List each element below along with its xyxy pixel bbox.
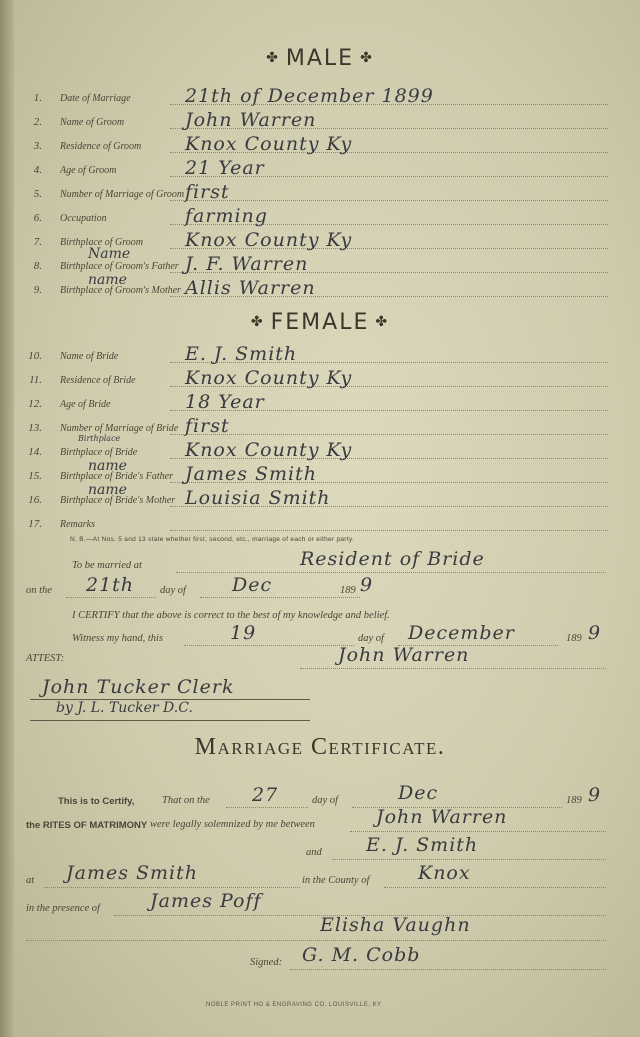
field-label: Date of Marriage (60, 93, 131, 104)
cert-party2-rule (332, 859, 606, 860)
male-field-row (20, 132, 612, 156)
attest-rule-1 (30, 699, 310, 700)
ornament-icon: ✤ (250, 314, 265, 330)
field-value: E. J. Smith (185, 343, 298, 365)
field-rule (170, 530, 608, 531)
field-value: 18 Year (185, 391, 265, 413)
field-label: Birthplace of Bride's Mother (60, 495, 176, 506)
page-binding-edge (0, 0, 14, 1037)
field-value: 21 Year (185, 157, 265, 179)
cert-day-of-label: day of (312, 795, 338, 806)
female-field-row (20, 366, 612, 390)
married-day-of-label: day of (160, 585, 186, 596)
ornament-icon: ✤ (360, 50, 374, 66)
field-value: farming (185, 205, 268, 227)
certify-statement: I CERTIFY that the above is correct to the best of my knowledge and belief. (72, 610, 390, 621)
ornament-icon: ✤ (375, 314, 390, 330)
married-at-place: Resident of Bride (300, 548, 485, 570)
officiant-signature: G. M. Cobb (302, 944, 421, 966)
field-value: first (185, 415, 230, 437)
married-at-label: To be married at (72, 560, 142, 571)
field-number: 7. (33, 236, 42, 248)
cert-witness-1: James Poff (150, 890, 262, 912)
groom-signature-rule (300, 668, 606, 669)
correction-row9: name (88, 272, 127, 288)
married-year-prefix: 189 (340, 585, 356, 596)
field-number: 9. (33, 284, 42, 296)
cert-party1-rule (350, 831, 606, 832)
field-number: 17. (28, 518, 42, 530)
field-number: 11. (29, 374, 42, 386)
field-label: Birthplace of Groom (60, 237, 143, 248)
married-month-rule (200, 597, 360, 598)
field-label: Number of Marriage of Groom (60, 189, 185, 200)
witness-day-rule (184, 645, 354, 646)
cert-signature-rule (290, 969, 606, 970)
field-value: Allis Warren (185, 277, 316, 299)
witness-day-of-label: day of (358, 633, 384, 644)
cert-county: Knox (418, 862, 471, 884)
witness-year-digit: 9 (588, 622, 602, 644)
correction-row14: Birthplace (78, 434, 121, 443)
male-field-row (20, 108, 612, 132)
female-heading-text: FEMALE (270, 310, 370, 335)
field-number: 16. (28, 494, 42, 506)
cert-county-rule (384, 887, 606, 888)
male-field-row (20, 156, 612, 180)
field-label: Birthplace of Bride's Father (60, 471, 173, 482)
correction-row8: Name (88, 246, 131, 262)
cert-year-digit: 9 (588, 784, 602, 806)
male-field-row (20, 180, 612, 204)
witness-year-prefix: 189 (566, 633, 582, 644)
field-value: Louisia Smith (185, 487, 331, 509)
witness-label: Witness my hand, this (72, 633, 163, 644)
married-month: Dec (232, 574, 273, 596)
female-field-row (20, 390, 612, 414)
cert-county-label: in the County of (302, 875, 370, 886)
field-label: Residence of Groom (60, 141, 142, 152)
printer-imprint: NOBLE PRINT HO & ENGRAVING CO. LOUISVILLE, KY (206, 1002, 382, 1008)
field-label: Residence of Bride (60, 375, 136, 386)
field-label: Birthplace of Bride (60, 447, 138, 458)
field-number: 4. (33, 164, 42, 176)
cert-rites-label: the RITES OF MATRIMONY (26, 820, 148, 831)
certificate-title: Marriage Certificate. (194, 734, 446, 760)
instruction-note: N. B.—At Nos. 5 and 13 state whether first, second, etc., marriage of each or either party. (70, 536, 355, 543)
field-number: 3. (33, 140, 42, 152)
field-label: Birthplace of Groom's Father (60, 261, 179, 272)
field-number: 13. (28, 422, 42, 434)
field-label: Name of Bride (60, 351, 119, 362)
cert-month: Dec (398, 782, 439, 804)
correction-row15: name (88, 458, 127, 474)
field-value: J. F. Warren (185, 253, 309, 275)
field-value: Knox County Ky (185, 367, 353, 389)
attest-deputy-signature: by J. L. Tucker D.C. (56, 700, 193, 716)
cert-presence-rule-2 (26, 940, 606, 941)
field-number: 8. (33, 260, 42, 272)
field-rule (170, 434, 608, 435)
married-on-day: 21th (86, 574, 135, 596)
field-value: Knox County Ky (185, 439, 353, 461)
cert-party1: John Warren (376, 806, 508, 828)
witness-month: December (408, 622, 515, 644)
witness-day: 19 (230, 622, 257, 644)
attest-rule-2 (30, 720, 310, 721)
on-the-label: on the (26, 585, 52, 596)
female-heading (0, 310, 640, 335)
groom-signature: John Warren (338, 644, 470, 666)
field-number: 1. (33, 92, 42, 104)
field-value: Knox County Ky (185, 133, 353, 155)
cert-party2: E. J. Smith (366, 834, 479, 856)
cert-line1-text: That on the (162, 795, 210, 806)
cert-at-label: at (26, 875, 35, 886)
attest-label: ATTEST: (26, 653, 65, 664)
field-number: 14. (28, 446, 42, 458)
field-label: Birthplace of Groom's Mother (60, 285, 181, 296)
on-the-rule (66, 597, 156, 598)
cert-day: 27 (252, 784, 279, 806)
cert-and-label: and (306, 847, 322, 858)
field-label: Age of Groom (60, 165, 117, 176)
female-field-row (20, 510, 612, 534)
field-label: Name of Groom (60, 117, 125, 128)
field-label: Remarks (60, 519, 95, 530)
field-number: 6. (33, 212, 42, 224)
field-value: first (185, 181, 230, 203)
field-number: 10. (28, 350, 42, 362)
cert-signed-label: Signed: (250, 957, 283, 968)
field-number: 12. (28, 398, 42, 410)
cert-place-rule (44, 887, 300, 888)
field-value: Knox County Ky (185, 229, 353, 251)
field-value: 21th of December 1899 (185, 85, 434, 107)
male-field-row (20, 84, 612, 108)
field-number: 2. (33, 116, 42, 128)
field-value: John Warren (185, 109, 317, 131)
field-value: James Smith (185, 463, 317, 485)
female-field-row (20, 342, 612, 366)
male-heading (0, 46, 640, 71)
field-label: Occupation (60, 213, 107, 224)
male-heading-text: MALE (285, 46, 355, 71)
correction-row16: name (88, 482, 127, 498)
cert-year-prefix: 189 (566, 795, 582, 806)
cert-witness-2: Elisha Vaughn (320, 914, 471, 936)
field-rule (170, 200, 608, 201)
field-number: 15. (28, 470, 42, 482)
field-label: Number of Marriage of Bride (60, 423, 179, 434)
married-year-digit: 9 (360, 574, 374, 596)
field-number: 5. (33, 188, 42, 200)
cert-presence-label: in the presence of (26, 903, 100, 914)
cert-place: James Smith (66, 862, 198, 884)
male-field-row (20, 204, 612, 228)
married-at-rule (176, 572, 606, 573)
field-label: Age of Bride (60, 399, 111, 410)
cert-solemnized-text: were legally solemnized by me between (150, 819, 315, 830)
attest-clerk-signature: John Tucker Clerk (42, 676, 235, 698)
cert-line1-lead: This is to Certify, (58, 796, 135, 807)
ornament-icon: ✤ (266, 50, 280, 66)
cert-day-rule (226, 807, 308, 808)
